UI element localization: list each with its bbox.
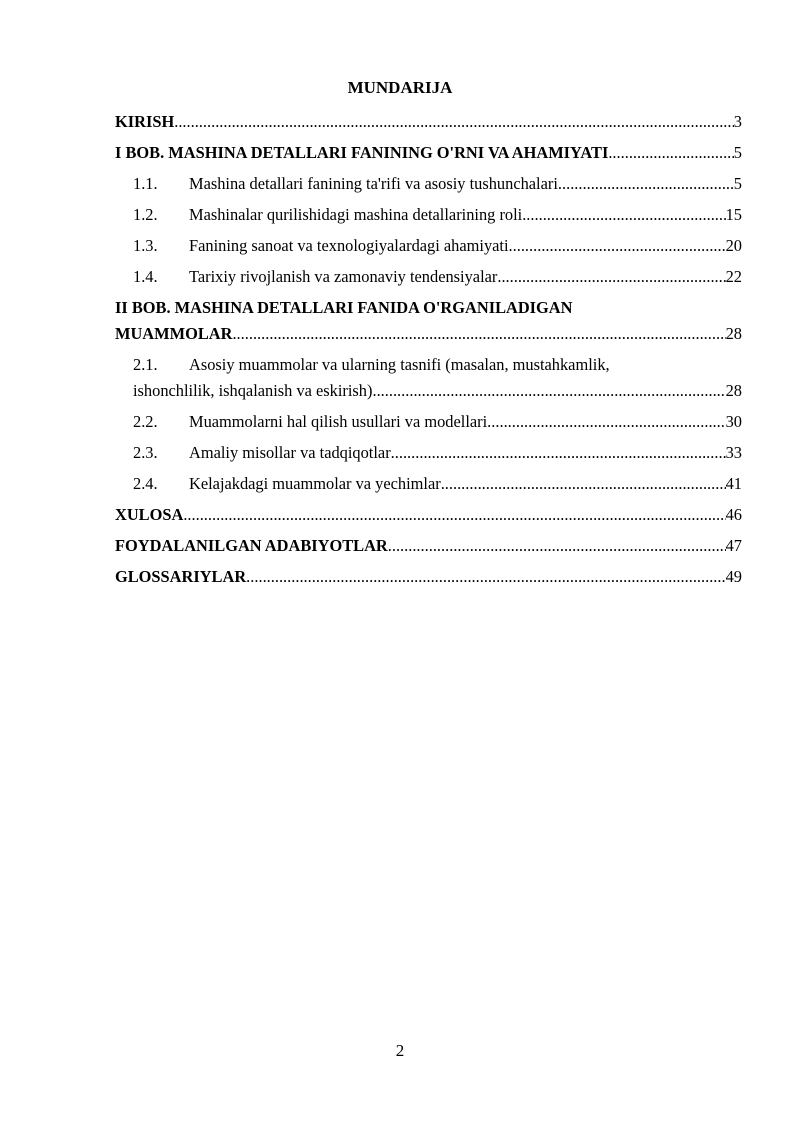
dot-leader bbox=[391, 440, 726, 466]
dot-leader bbox=[558, 171, 734, 197]
toc-section-number: 1.4. bbox=[133, 267, 158, 286]
dot-leader bbox=[246, 564, 725, 590]
toc-page-number: 28 bbox=[725, 324, 742, 343]
toc-page-number: 49 bbox=[725, 567, 742, 586]
toc-entry-label: FOYDALANILGAN ADABIYOTLAR bbox=[115, 536, 388, 555]
toc-entry-glossariy[interactable] bbox=[115, 564, 742, 595]
toc-page-number: 5 bbox=[733, 174, 742, 193]
toc-section-number: 1.1. bbox=[133, 174, 158, 193]
toc-entry-label: KIRISH bbox=[115, 112, 175, 131]
toc-entry-kirish[interactable] bbox=[115, 109, 742, 140]
toc-page-number: 5 bbox=[733, 143, 742, 162]
dot-leader bbox=[232, 321, 725, 347]
toc-page-number: 47 bbox=[725, 536, 742, 555]
page-number: 2 bbox=[395, 1041, 405, 1060]
toc-entry-label: GLOSSARIYLAR bbox=[115, 567, 247, 586]
toc-page-number: 33 bbox=[725, 443, 742, 462]
toc-entry-section-2-4[interactable] bbox=[115, 471, 742, 502]
toc-entry-label: Kelajakdagi muammolar va yechimlar bbox=[189, 474, 441, 493]
dot-leader bbox=[497, 264, 725, 290]
toc-entry-section-1-1[interactable] bbox=[115, 171, 742, 202]
toc-entry-section-2-3[interactable] bbox=[115, 440, 742, 471]
toc-entry-section-2-1[interactable] bbox=[115, 352, 742, 404]
dot-leader bbox=[174, 109, 734, 135]
toc-entry-section-1-4[interactable] bbox=[115, 264, 742, 295]
toc-section-number: 1.3. bbox=[133, 236, 158, 255]
toc-entry-label-line1: Asosiy muammolar va ularning tasnifi (masalan, mustahkamlik, bbox=[189, 355, 610, 374]
dot-leader bbox=[388, 533, 726, 559]
toc-section-number: 2.2. bbox=[133, 412, 158, 431]
toc-page-number: 22 bbox=[725, 267, 742, 286]
toc-section-number: 1.2. bbox=[133, 205, 158, 224]
toc-entry-label: I BOB. MASHINA DETALLARI FANINING O'RNI VA AHAMIYATI bbox=[115, 143, 609, 162]
dot-leader bbox=[372, 378, 725, 404]
toc-entry-adabiyotlar[interactable] bbox=[115, 533, 742, 564]
dot-leader bbox=[608, 140, 733, 166]
toc-page-number: 15 bbox=[725, 205, 742, 224]
toc-entry-label-line2: ishonchlilik, ishqalanish va eskirish) bbox=[133, 381, 373, 400]
toc-entry-label: Amaliy misollar va tadqiqotlar bbox=[189, 443, 391, 462]
dot-leader bbox=[522, 202, 725, 228]
toc-entry-section-1-3[interactable] bbox=[115, 233, 742, 264]
toc-section-number: 2.4. bbox=[133, 474, 158, 493]
toc-title: MUNDARIJA bbox=[347, 78, 453, 97]
toc-section-number: 2.3. bbox=[133, 443, 158, 462]
toc-entry-label-line1: II BOB. MASHINA DETALLARI FANIDA O'RGANILADIGAN bbox=[115, 298, 573, 317]
toc-page-number: 46 bbox=[725, 505, 742, 524]
toc-entry-label-line2: MUAMMOLAR bbox=[115, 324, 233, 343]
dot-leader bbox=[183, 502, 725, 528]
toc-entry-section-1-2[interactable] bbox=[115, 202, 742, 233]
dot-leader bbox=[509, 233, 726, 259]
toc-entry-chapter-1[interactable] bbox=[115, 140, 742, 171]
toc-entry-xulosa[interactable] bbox=[115, 502, 742, 533]
toc-page-number: 20 bbox=[725, 236, 742, 255]
toc-entry-label: Fanining sanoat va texnologiyalardagi ahamiyati bbox=[189, 236, 509, 255]
toc-entry-label: Tarixiy rivojlanish va zamonaviy tendensiyalar bbox=[189, 267, 498, 286]
toc-entry-label: Muammolarni hal qilish usullari va modellari bbox=[189, 412, 488, 431]
table-of-contents bbox=[115, 109, 742, 595]
toc-page-number: 30 bbox=[725, 412, 742, 431]
toc-page-number: 3 bbox=[733, 112, 742, 131]
toc-entry-label: Mashina detallari fanining ta'rifi va asosiy tushunchalari bbox=[189, 174, 558, 193]
toc-entry-label: Mashinalar qurilishidagi mashina detallarining roli bbox=[189, 205, 523, 224]
toc-section-number: 2.1. bbox=[133, 355, 158, 374]
toc-page-number: 28 bbox=[725, 381, 742, 400]
dot-leader bbox=[487, 409, 725, 435]
toc-entry-label: XULOSA bbox=[115, 505, 184, 524]
dot-leader bbox=[441, 471, 726, 497]
toc-page-number: 41 bbox=[725, 474, 742, 493]
toc-entry-chapter-2[interactable] bbox=[115, 295, 742, 347]
toc-entry-section-2-2[interactable] bbox=[115, 409, 742, 440]
